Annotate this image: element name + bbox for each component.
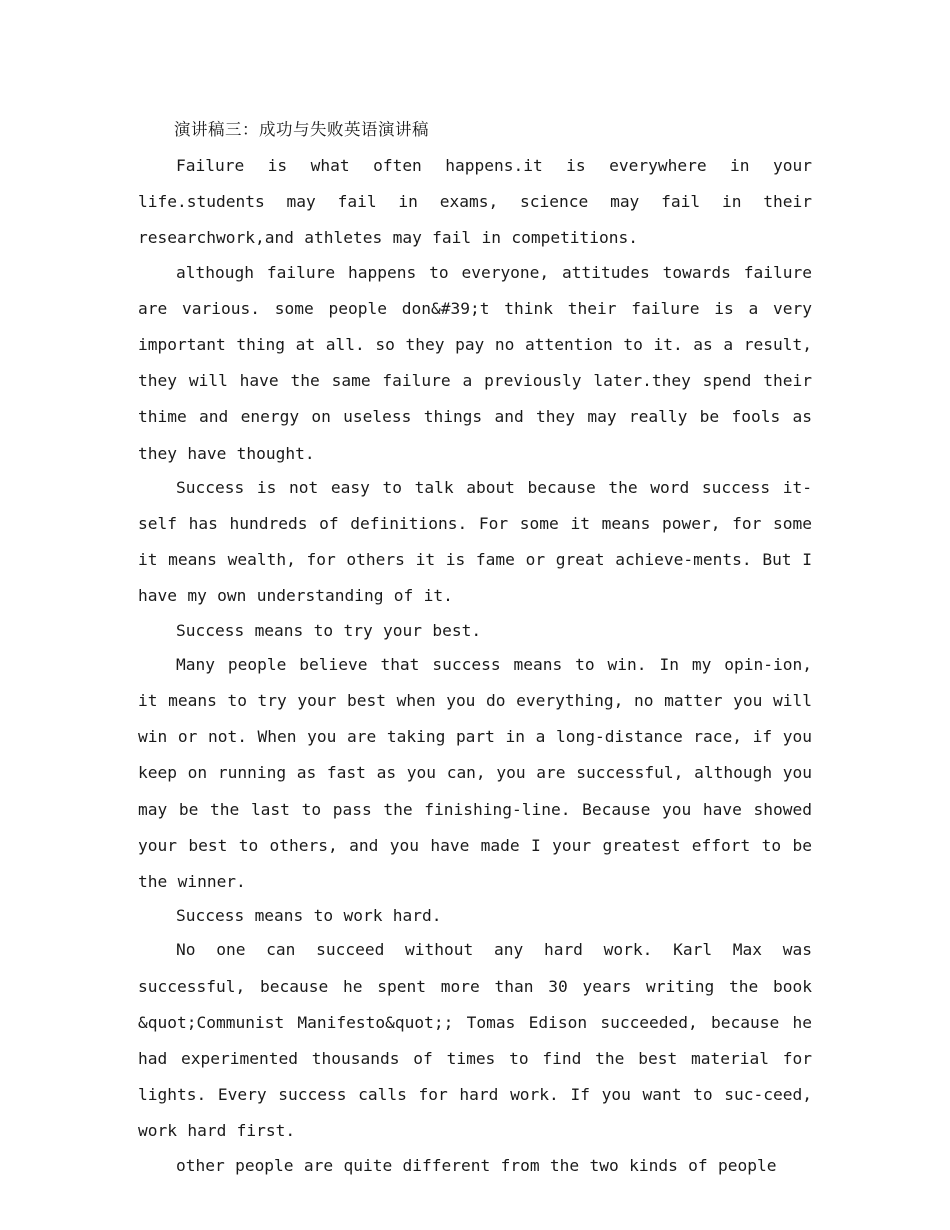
heading-try-your-best: Success means to try your best. [176, 620, 482, 640]
paragraph-work-hard: No one can succeed without any hard work. Karl Max was successful, because he spent more than 30 years writing the book &quot;Communist Manifesto&quot;; Tomas Edison succeeded, because he had experimented thousands of times to find the best material for lights. Every success calls for hard work. If you want to suc-ceed, work hard first. [138, 940, 812, 1141]
paragraph-success-definition: Success is not easy to talk about because the word success it-self has hundreds of definitions. For some it means power, for some it means wealth, for others it is fame or great achieve-ments. But I have my own understanding of it. [138, 477, 812, 606]
heading-work-hard: Success means to work hard. [176, 906, 442, 926]
document-title: 演讲稿三：成功与失败英语演讲稿 [174, 120, 429, 139]
paragraph-failure-intro: Failure is what often happens.it is everywhere in your life.students may fail in exams, science may fail in their researchwork,and athletes may fail in competitions. [138, 156, 812, 248]
paragraph-try-your-best: Many people believe that success means to win. In my opin-ion, it means to try your best when you do everything, no matter you will win or not. When you are taking part in a long-distance race, if you keep on running as fast as you can, you are successful, although you may be the last to pass the finishing-line. Because you have showed your best to others, and you have made I your greatest effort to be the winner. [138, 654, 812, 892]
document-page [138, 112, 812, 1184]
paragraph-failure-attitudes: although failure happens to everyone, attitudes towards failure are various. some people don&#39;t think their failure is a very important thing at all. so they pay no attention to it. as a result, they will have the same failure a previously later.they spend their thime and energy on useless things and they may really be fools as they have thought. [138, 262, 812, 463]
paragraph-other-people: other people are quite different from the two kinds of people [176, 1155, 777, 1175]
